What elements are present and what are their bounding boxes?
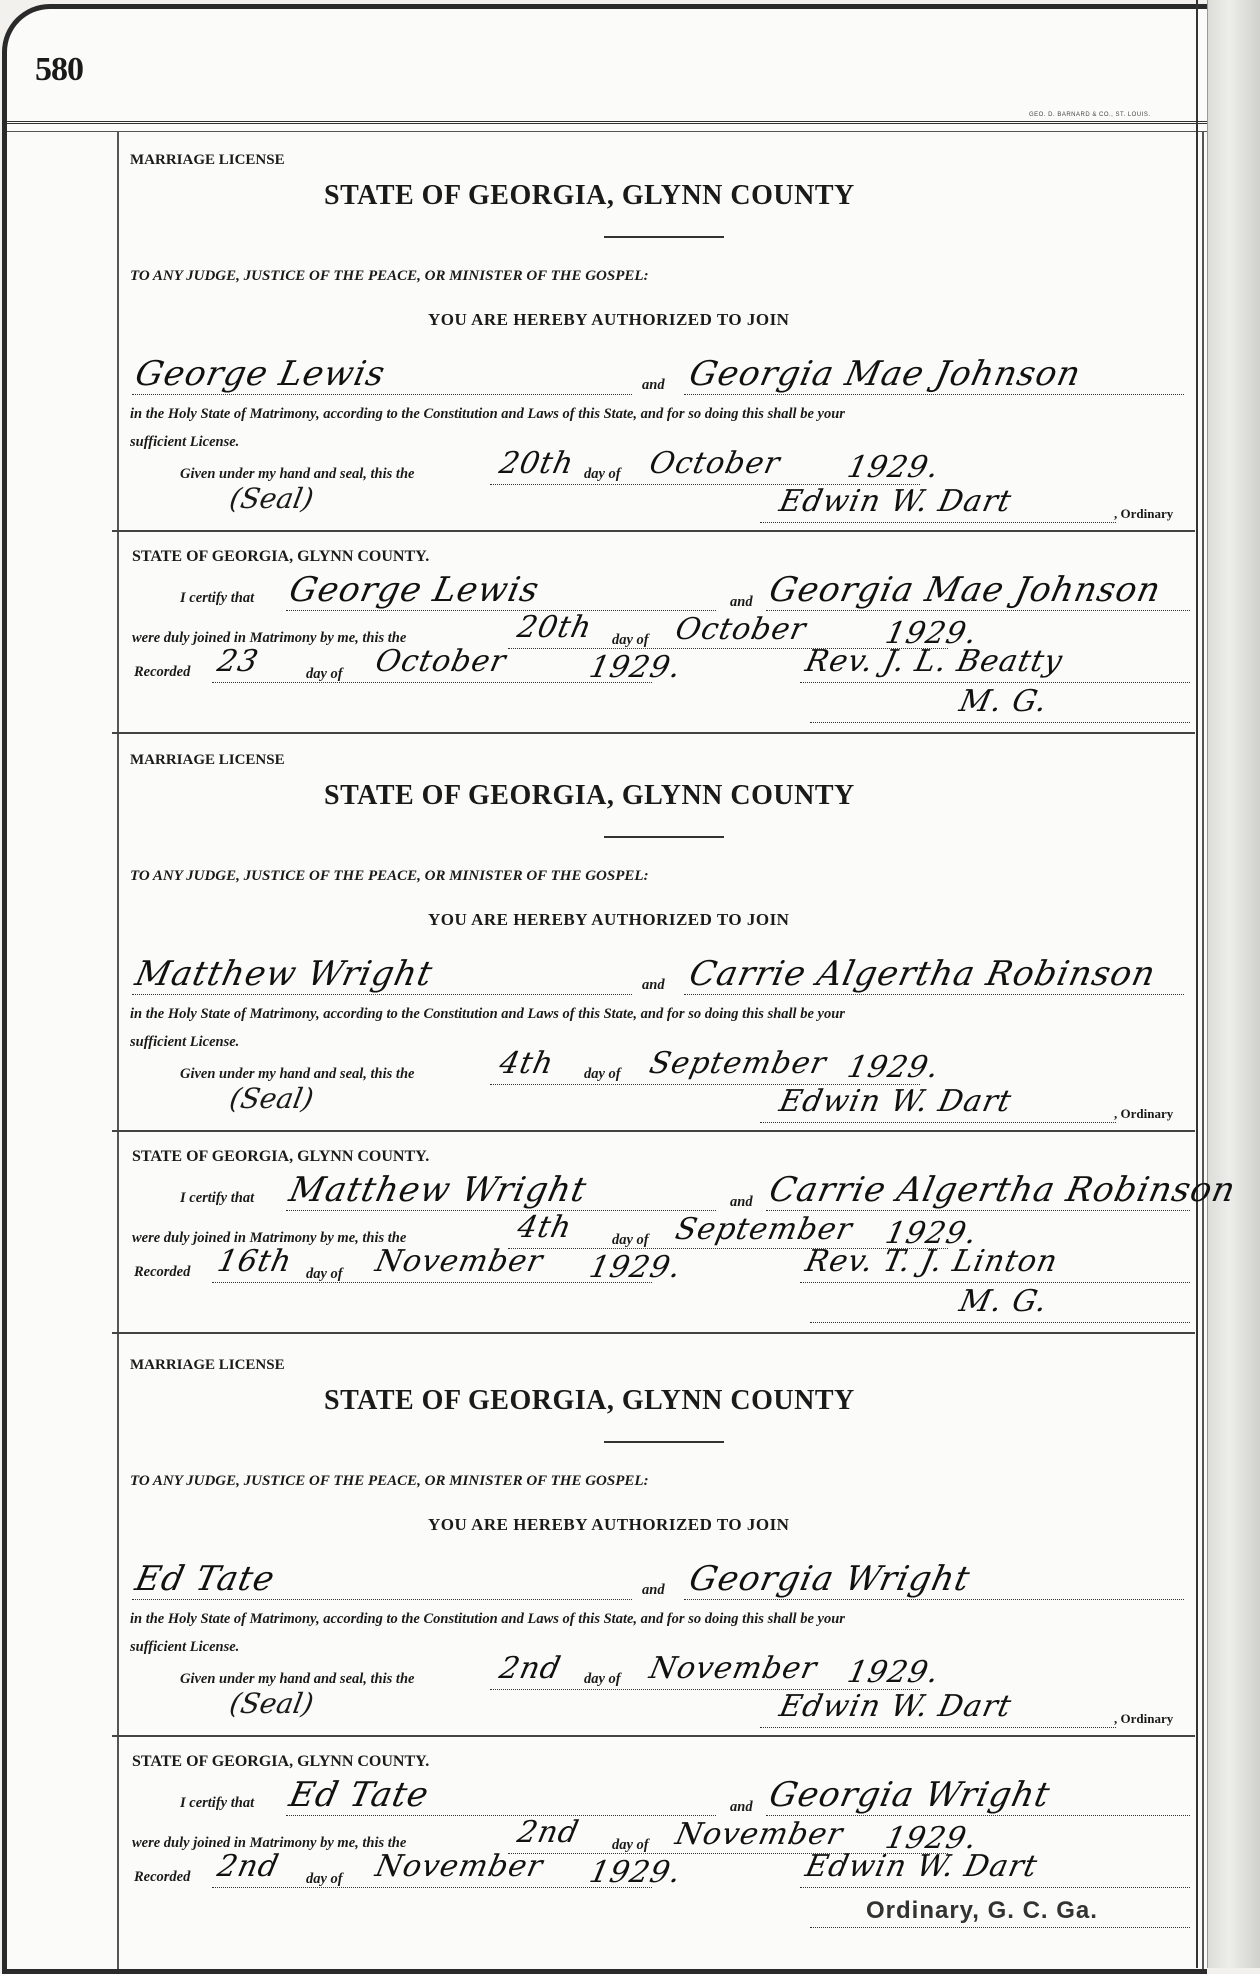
cert-and-text: and: [730, 594, 753, 610]
groom-name: George Lewis: [131, 354, 390, 394]
given-text: Given under my hand and seal, this the: [180, 466, 415, 482]
title-rule: [604, 1441, 724, 1443]
and-text: and: [642, 1582, 665, 1598]
officiant-title: M. G.: [956, 1284, 1051, 1319]
cert-bride-line: [766, 1815, 1190, 1816]
recorded-day-of-text: day of: [306, 1266, 343, 1282]
recorded-text: Recorded: [134, 1264, 191, 1280]
printer-imprint: GEO. D. BARNARD & CO., ST. LOUIS.: [1029, 112, 1151, 118]
ordinary-text: , Ordinary: [1114, 506, 1174, 521]
license-day: 4th: [496, 1046, 558, 1081]
groom-name: Matthew Wright: [131, 954, 437, 994]
bride-line: [684, 994, 1184, 995]
cert-groom-line: [286, 1210, 716, 1211]
wed-day-of-text: day of: [612, 632, 649, 648]
title-rule: [604, 236, 724, 238]
officiant-title-line: [810, 722, 1190, 723]
license-label: MARRIAGE LICENSE: [130, 152, 285, 168]
cert-groom-line: [286, 610, 716, 611]
record-divider: [112, 732, 1195, 734]
address-line: TO ANY JUDGE, JUSTICE OF THE PEACE, OR MINISTER OF THE GOSPEL:: [130, 1473, 649, 1489]
certificate-divider: [112, 1130, 1195, 1132]
given-text: Given under my hand and seal, this the: [180, 1671, 415, 1687]
top-rule-inner: [7, 131, 1207, 132]
license-day: 20th: [496, 446, 578, 481]
groom-line: [132, 394, 632, 395]
ordinary-signature: Edwin W. Dart: [776, 484, 1015, 519]
certificate-title: STATE OF GEORGIA, GLYNN COUNTY.: [132, 1148, 430, 1165]
recorded-text: Recorded: [134, 664, 191, 680]
officiant-title: M. G.: [956, 684, 1051, 719]
groom-name: Ed Tate: [131, 1559, 279, 1599]
cert-groom-line: [286, 1815, 716, 1816]
officiant-signature: Rev. J. L. Beatty: [802, 644, 1067, 679]
recorded-date-line: [212, 682, 652, 683]
given-text: Given under my hand and seal, this the: [180, 1066, 415, 1082]
address-line: TO ANY JUDGE, JUSTICE OF THE PEACE, OR MINISTER OF THE GOSPEL:: [130, 868, 649, 884]
cert-and-text: and: [730, 1799, 753, 1815]
cert-groom-name: Matthew Wright: [285, 1170, 591, 1210]
license-day: 2nd: [496, 1651, 565, 1686]
certify-text: I certify that: [180, 1795, 255, 1811]
page-number: 580: [35, 51, 83, 88]
day-of-text: day of: [584, 1671, 621, 1687]
bride-line: [684, 394, 1184, 395]
wedding-day: 2nd: [514, 1815, 583, 1850]
cert-bride-name: Georgia Mae Johnson: [765, 570, 1165, 610]
and-text: and: [642, 977, 665, 993]
license-year: 1929.: [844, 1050, 943, 1085]
license-title: STATE OF GEORGIA, GLYNN COUNTY: [324, 780, 855, 811]
wed-day-of-text: day of: [612, 1232, 649, 1248]
record-divider: [112, 1332, 1195, 1334]
cert-bride-name: Georgia Wright: [765, 1775, 1054, 1815]
ordinary-line: [760, 522, 1116, 523]
wedding-month: October: [672, 612, 810, 647]
certificate-divider: [112, 530, 1195, 532]
wedding-day: 4th: [514, 1210, 576, 1245]
left-frame-line: [117, 131, 119, 1969]
license-text: sufficient License.: [130, 1639, 240, 1655]
groom-line: [132, 994, 632, 995]
cert-bride-line: [766, 610, 1190, 611]
bride-name: Georgia Wright: [685, 1559, 974, 1599]
recorded-day: 23: [214, 644, 262, 679]
officiant-signature: Rev. T. J. Linton: [802, 1244, 1062, 1279]
license-title: STATE OF GEORGIA, GLYNN COUNTY: [324, 180, 855, 211]
officiant-title-line: [810, 1927, 1190, 1928]
wedding-year: 1929.: [882, 1216, 981, 1251]
officiant-title: Ordinary, G. C. Ga.: [866, 1897, 1098, 1924]
authorized-line: YOU ARE HEREBY AUTHORIZED TO JOIN: [428, 1515, 790, 1534]
duly-joined-text: were duly joined in Matrimony by me, this the: [132, 630, 407, 646]
wed-day-of-text: day of: [612, 1837, 649, 1853]
certify-text: I certify that: [180, 1190, 255, 1206]
day-of-text: day of: [584, 1066, 621, 1082]
authorized-line: YOU ARE HEREBY AUTHORIZED TO JOIN: [428, 910, 790, 929]
certificate-divider: [112, 1735, 1195, 1737]
and-text: and: [642, 377, 665, 393]
certificate-title: STATE OF GEORGIA, GLYNN COUNTY.: [132, 548, 430, 565]
seal-mark: (Seal): [227, 1687, 317, 1720]
ordinary-signature: Edwin W. Dart: [776, 1084, 1015, 1119]
recorded-day-of-text: day of: [306, 1871, 343, 1887]
cert-and-text: and: [730, 1194, 753, 1210]
officiant-line: [800, 1887, 1190, 1888]
recorded-text: Recorded: [134, 1869, 191, 1885]
certify-text: I certify that: [180, 590, 255, 606]
bride-name: Georgia Mae Johnson: [685, 354, 1085, 394]
recorded-date-line: [212, 1887, 652, 1888]
cert-bride-name: Carrie Algertha Robinson: [765, 1170, 1240, 1210]
license-text: sufficient License.: [130, 434, 240, 450]
wedding-year: 1929.: [882, 1821, 981, 1856]
license-month: November: [646, 1651, 821, 1686]
recorded-month: October: [372, 644, 510, 679]
authorized-line: YOU ARE HEREBY AUTHORIZED TO JOIN: [428, 310, 790, 329]
recorded-day: 2nd: [214, 1849, 283, 1884]
license-title: STATE OF GEORGIA, GLYNN COUNTY: [324, 1385, 855, 1416]
facing-page-edge: [1207, 0, 1260, 1968]
ordinary-line: [760, 1727, 1116, 1728]
license-label: MARRIAGE LICENSE: [130, 752, 285, 768]
recorded-month: November: [372, 1849, 547, 1884]
day-of-text: day of: [584, 466, 621, 482]
recorded-date-line: [212, 1282, 652, 1283]
recorded-day: 16th: [214, 1244, 296, 1279]
ordinary-text: , Ordinary: [1114, 1711, 1174, 1726]
ordinary-signature: Edwin W. Dart: [776, 1689, 1015, 1724]
duly-joined-text: were duly joined in Matrimony by me, this the: [132, 1835, 407, 1851]
cert-bride-line: [766, 1210, 1190, 1211]
duly-joined-text: were duly joined in Matrimony by me, this the: [132, 1230, 407, 1246]
matrimony-text: in the Holy State of Matrimony, according to the Constitution and Laws of this State, and for so doing this shall be your: [130, 1611, 845, 1627]
matrimony-text: in the Holy State of Matrimony, according to the Constitution and Laws of this State, and for so doing this shall be your: [130, 1006, 845, 1022]
cert-groom-name: Ed Tate: [285, 1775, 433, 1815]
license-month: September: [646, 1046, 830, 1081]
officiant-line: [800, 682, 1190, 683]
license-label: MARRIAGE LICENSE: [130, 1357, 285, 1373]
wedding-year: 1929.: [882, 616, 981, 651]
groom-line: [132, 1599, 632, 1600]
wedding-day: 20th: [514, 610, 596, 645]
recorded-year: 1929.: [586, 650, 685, 685]
title-rule: [604, 836, 724, 838]
seal-mark: (Seal): [227, 482, 317, 515]
address-line: TO ANY JUDGE, JUSTICE OF THE PEACE, OR MINISTER OF THE GOSPEL:: [130, 268, 649, 284]
wedding-month: November: [672, 1817, 847, 1852]
license-year: 1929.: [844, 450, 943, 485]
officiant-line: [800, 1282, 1190, 1283]
license-year: 1929.: [844, 1655, 943, 1690]
bride-line: [684, 1599, 1184, 1600]
license-month: October: [646, 446, 784, 481]
wedding-month: September: [672, 1212, 856, 1247]
officiant-signature: Edwin W. Dart: [802, 1849, 1041, 1884]
recorded-day-of-text: day of: [306, 666, 343, 682]
ordinary-line: [760, 1122, 1116, 1123]
seal-mark: (Seal): [227, 1082, 317, 1115]
matrimony-text: in the Holy State of Matrimony, according to the Constitution and Laws of this State, and for so doing this shall be your: [130, 406, 845, 422]
cert-groom-name: George Lewis: [285, 570, 544, 610]
license-text: sufficient License.: [130, 1034, 240, 1050]
recorded-year: 1929.: [586, 1855, 685, 1890]
certificate-title: STATE OF GEORGIA, GLYNN COUNTY.: [132, 1753, 430, 1770]
officiant-title-line: [810, 1322, 1190, 1323]
recorded-month: November: [372, 1244, 547, 1279]
ordinary-text: , Ordinary: [1114, 1106, 1174, 1121]
top-rule: [7, 121, 1207, 124]
bride-name: Carrie Algertha Robinson: [685, 954, 1160, 994]
recorded-year: 1929.: [586, 1250, 685, 1285]
